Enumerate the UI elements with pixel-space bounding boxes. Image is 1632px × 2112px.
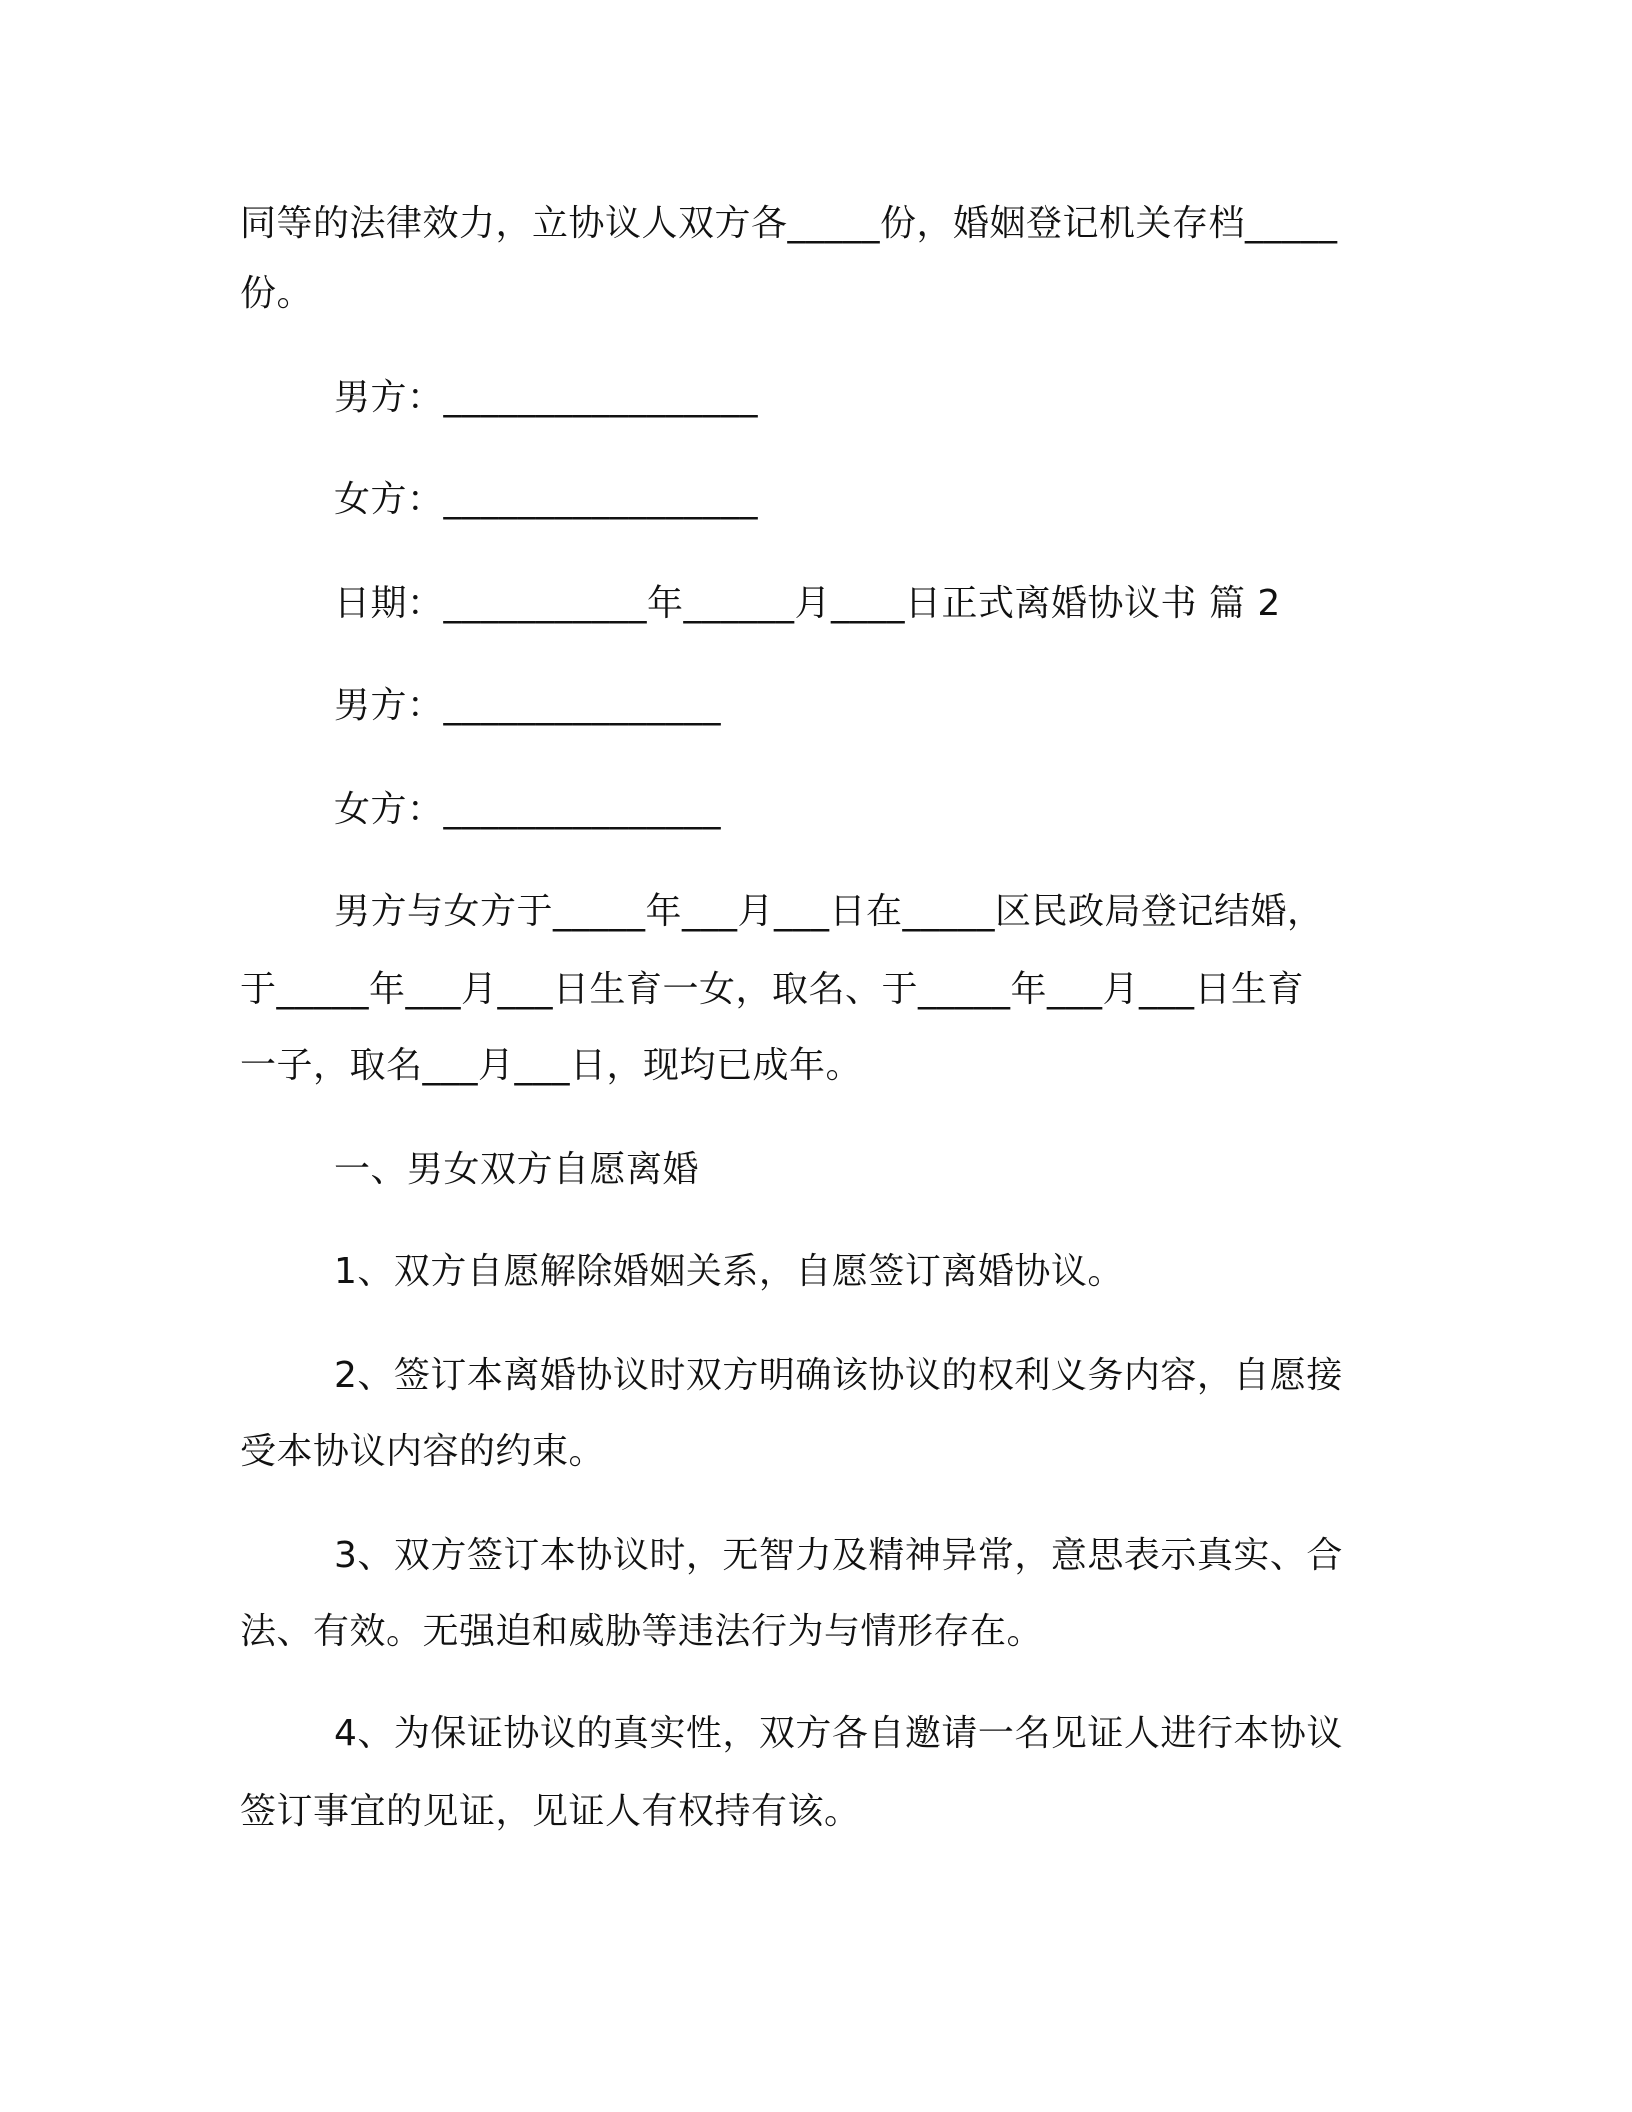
paragraph-text: 男方与女方于_____年___月___日在_____区民政局登记结婚， (334, 891, 1324, 932)
signature-line-female: 女方：_________________ (334, 479, 759, 520)
clause-2-continued: 受本协议内容的约束。 (240, 1431, 606, 1472)
clause-3-continued: 法、有效。无强迫和威胁等违法行为与情形存在。 (240, 1611, 1044, 1652)
clause-2: 2、签订本离婚协议时双方明确该协议的权利义务内容，自愿接 (334, 1355, 1343, 1396)
clause-4-continued: 签订事宜的见证，见证人有权持有该。 (240, 1791, 861, 1832)
party-line-female: 女方：_______________ (334, 789, 722, 830)
clause-4: 4、为保证协议的真实性，双方各自邀请一名见证人进行本协议 (334, 1713, 1343, 1754)
clause-1: 1、双方自愿解除婚姻关系，自愿签订离婚协议。 (334, 1251, 1124, 1292)
clause-3: 3、双方签订本协议时，无智力及精神异常，意思表示真实、合 (334, 1535, 1343, 1576)
paragraph-text: 一子，取名___月___日，现均已成年。 (240, 1045, 863, 1086)
section-heading: 一、男女双方自愿离婚 (334, 1149, 700, 1190)
signature-line-male: 男方：_________________ (334, 377, 759, 418)
text-line: 份。 (240, 273, 314, 314)
text-line: 同等的法律效力，立协议人双方各_____份，婚姻登记机关存档_____ (240, 203, 1338, 244)
date-line-heading: 日期：___________年______月____日正式离婚协议书 篇 2 (334, 583, 1281, 624)
paragraph-text: 于_____年___月___日生育一女，取名、于_____年___月___日生育 (240, 969, 1305, 1010)
party-line-male: 男方：_______________ (334, 685, 722, 726)
